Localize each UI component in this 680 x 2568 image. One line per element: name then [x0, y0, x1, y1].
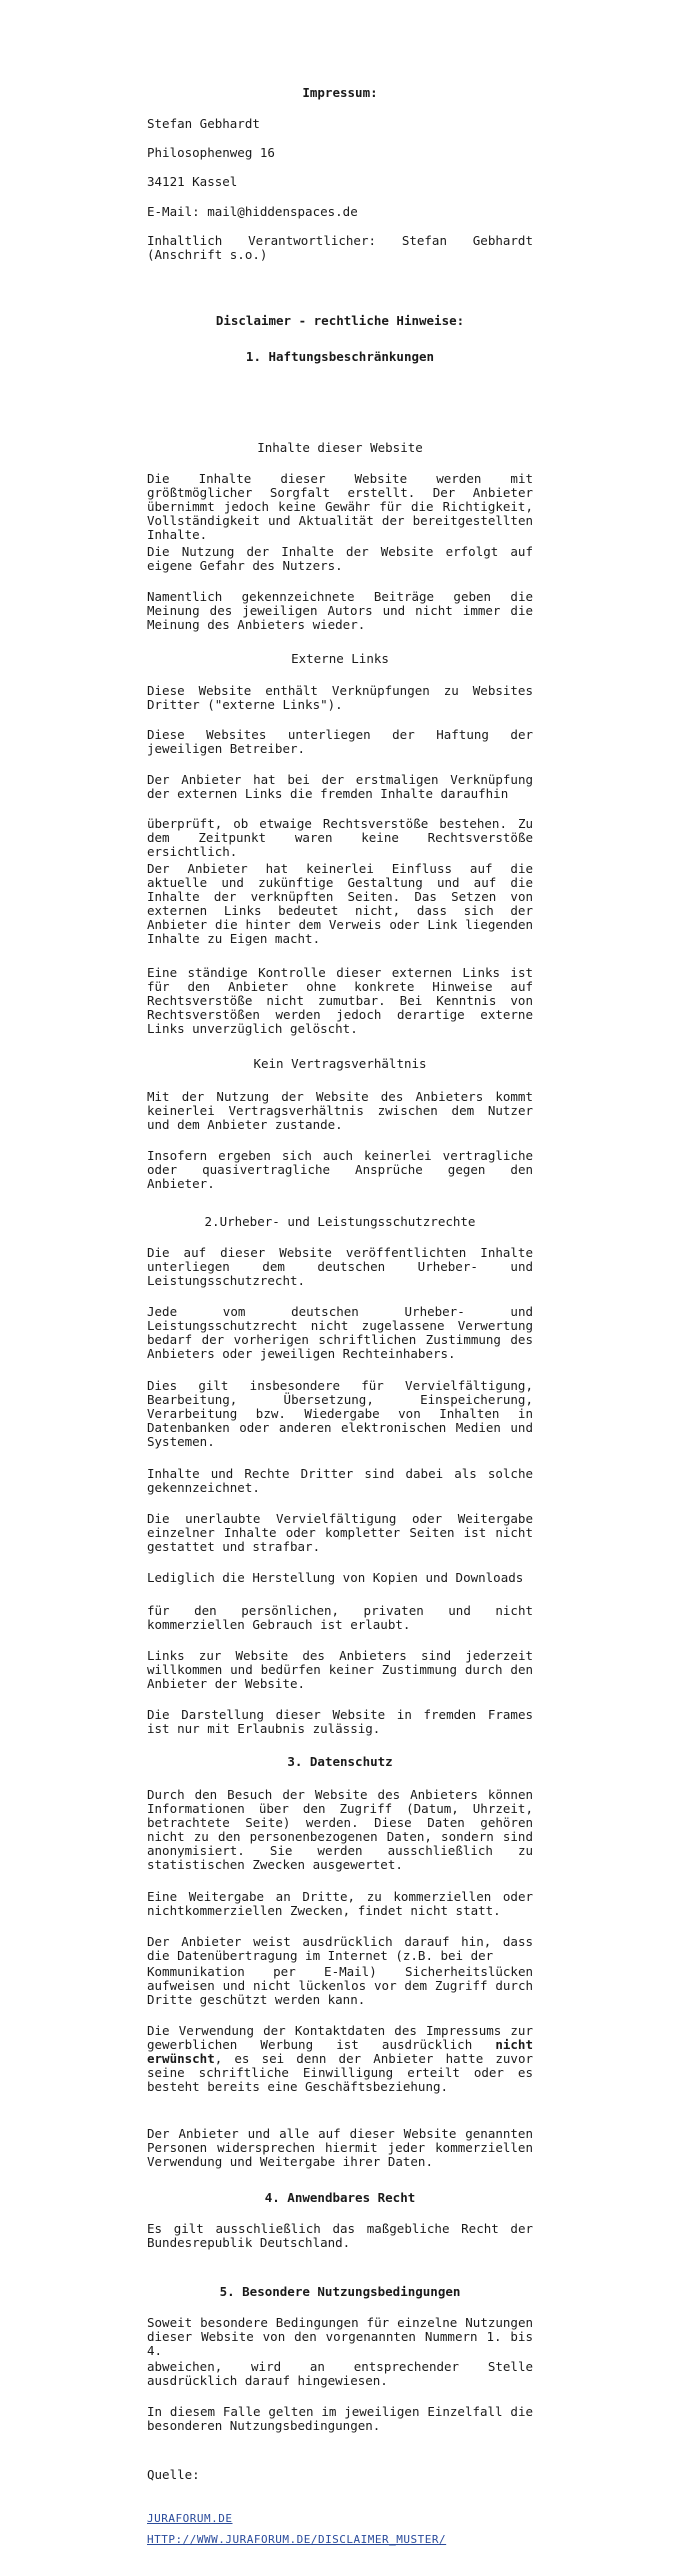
copyright-paragraph-1: Die auf dieser Website veröffentlichten Inhalte unterliegen dem deutschen Urheber- und Leistungsschutzrecht. [147, 1245, 533, 1288]
external-links-subheading: Externe Links [291, 651, 389, 666]
source-link-1-line [147, 2511, 533, 2526]
links-paragraph-6: Eine ständige Kontrolle dieser externen Links ist für den Anbieter ohne konkrete Hinweise auf Rechtsverstöße nicht zumutbar. Bei Kenntnis von Rechtsverstößen werden jedoch derartige externe Links unverzüglich gelöscht. [147, 965, 533, 1036]
links-paragraph-5: Der Anbieter hat keinerlei Einfluss auf die aktuelle und zukünftige Gestaltung und auf die Inhalte der verknüpften Seiten. Das Setzen von externen Links bedeutet nicht, dass sich der Anbieter die hinter dem Verweis oder Link liegenden Inhalte zu Eigen macht. [147, 861, 533, 946]
section-2-heading: 2.Urheber- und Leistungsschutzrechte [204, 1214, 476, 1229]
law-paragraph: Es gilt ausschließlich das maßgebliche Recht der Bundesrepublik Deutschland. [147, 2221, 533, 2250]
copyright-paragraph-2: Jede vom deutschen Urheber- und Leistungsschutzrecht nicht zugelassene Verwertung bedarf der vorherigen schriftlichen Zustimmung des Anbieters oder jeweiligen Rechteinhabers. [147, 1304, 533, 1361]
copyright-paragraph-6: Lediglich die Herstellung von Kopien und Downloads [147, 1570, 524, 1585]
content-paragraph-2: Die Nutzung der Inhalte der Website erfolgt auf eigene Gefahr des Nutzers. [147, 544, 533, 573]
terms-paragraph-1: Soweit besondere Bedingungen für einzelne Nutzungen dieser Website von den vorgenannten Nummern 1. bis 4. [147, 2315, 533, 2358]
copyright-paragraph-4: Inhalte und Rechte Dritter sind dabei als solche gekennzeichnet. [147, 1466, 533, 1495]
content-paragraph-3: Namentlich gekennzeichnete Beiträge geben die Meinung des jeweiligen Autors und nicht immer die Meinung des Anbieters wieder. [147, 589, 533, 632]
content-subheading: Inhalte dieser Website [257, 440, 423, 455]
contract-paragraph-2: Insofern ergeben sich auch keinerlei vertragliche oder quasivertragliche Ansprüche gegen den Anbieter. [147, 1148, 533, 1191]
privacy-paragraph-6: Der Anbieter und alle auf dieser Website genannten Personen widersprechen hiermit jeder kommerziellen Verwendung und Weitergabe ihrer Daten. [147, 2126, 533, 2169]
section-1-heading: 1. Haftungsbeschränkungen [245, 349, 435, 364]
impressum-title: Impressum: [302, 85, 378, 100]
owner-city: 34121 Kassel [147, 174, 238, 189]
content-paragraph-1: Die Inhalte dieser Website werden mit größtmöglicher Sorgfalt erstellt. Der Anbieter übernimmt jedoch keine Gewähr für die Richtigkeit, Vollständigkeit und Aktualität der bereitgestellten Inhalte. [147, 471, 533, 542]
links-paragraph-3: Der Anbieter hat bei der erstmaligen Verknüpfung der externen Links die fremden Inhalte daraufhin [147, 772, 533, 801]
section-3-heading: 3. Datenschutz [287, 1754, 393, 1769]
source-link-2-line [147, 2532, 533, 2547]
terms-paragraph-2: abweichen, wird an entsprechender Stelle ausdrücklich darauf hingewiesen. [147, 2359, 533, 2388]
privacy-paragraph-1: Durch den Besuch der Website des Anbieters können Informationen über den Zugriff (Datum, Uhrzeit, betrachtete Seite) werden. Diese Daten gehören nicht zu den personenbezogenen Daten, sondern sind anonymisiert. Sie werden ausschließlich zu statistischen Zwecken ausgewertet. [147, 1787, 533, 1872]
copyright-paragraph-7: für den persönlichen, privaten und nicht kommerziellen Gebrauch ist erlaubt. [147, 1603, 533, 1632]
section-4-heading: 4. Anwendbares Recht [264, 2190, 416, 2205]
section-5-heading: 5. Besondere Nutzungsbedingungen [219, 2284, 461, 2299]
disclaimer-title: Disclaimer - rechtliche Hinweise: [215, 313, 465, 328]
privacy-paragraph-2: Eine Weitergabe an Dritte, zu kommerziellen oder nichtkommerziellen Zwecken, findet nicht statt. [147, 1889, 533, 1918]
disclaimer-muster-link[interactable]: HTTP://WWW.JURAFORUM.DE/DISCLAIMER_MUSTER/ [147, 2533, 447, 2546]
privacy-paragraph-5-start: Die Verwendung der Kontaktdaten des Impressums zur gewerblichen Werbung ist ausdrücklich [147, 2023, 533, 2052]
copyright-paragraph-9: Die Darstellung dieser Website in fremden Frames ist nur mit Erlaubnis zulässig. [147, 1707, 533, 1736]
source-label: Quelle: [147, 2467, 200, 2482]
no-contract-subheading: Kein Vertragsverhältnis [253, 1056, 427, 1071]
terms-paragraph-3: In diesem Falle gelten im jeweiligen Einzelfall die besonderen Nutzungsbedingungen. [147, 2404, 533, 2433]
privacy-paragraph-5 [147, 2024, 533, 2094]
owner-street: Philosophenweg 16 [147, 145, 275, 160]
copyright-paragraph-3: Dies gilt insbesondere für Vervielfältigung, Bearbeitung, Übersetzung, Einspeicherung, Verarbeitung bzw. Wiedergabe von Inhalten in Datenbanken oder anderen elektronischen Medien und Systemen. [147, 1378, 533, 1449]
responsible-person: Inhaltlich Verantwortlicher: Stefan Gebhardt (Anschrift s.o.) [147, 233, 533, 262]
contract-paragraph-1: Mit der Nutzung der Website des Anbieters kommt keinerlei Vertragsverhältnis zwischen dem Nutzer und dem Anbieter zustande. [147, 1089, 533, 1132]
owner-name: Stefan Gebhardt [147, 116, 260, 131]
privacy-paragraph-4: Kommunikation per E-Mail) Sicherheitslücken aufweisen und nicht lückenlos vor dem Zugriff durch Dritte geschützt werden kann. [147, 1964, 533, 2007]
owner-email: E-Mail: mail@hiddenspaces.de [147, 204, 358, 219]
links-paragraph-4: überprüft, ob etwaige Rechtsverstöße bestehen. Zu dem Zeitpunkt waren keine Rechtsverstöße ersichtlich. [147, 816, 533, 859]
copyright-paragraph-5: Die unerlaubte Vervielfältigung oder Weitergabe einzelner Inhalte oder kompletter Seiten ist nicht gestattet und strafbar. [147, 1511, 533, 1554]
not-wanted-emphasis: nicht erwünscht [147, 2037, 533, 2066]
links-paragraph-1: Diese Website enthält Verknüpfungen zu Websites Dritter ("externe Links"). [147, 683, 533, 712]
copyright-paragraph-8: Links zur Website des Anbieters sind jederzeit willkommen und bedürfen keiner Zustimmung durch den Anbieter der Website. [147, 1648, 533, 1691]
privacy-paragraph-3: Der Anbieter weist ausdrücklich darauf hin, dass die Datenübertragung im Internet (z.B. bei der [147, 1934, 533, 1963]
links-paragraph-2: Diese Websites unterliegen der Haftung der jeweiligen Betreiber. [147, 727, 533, 756]
juraforum-link[interactable]: JURAFORUM.DE [147, 2512, 233, 2525]
privacy-paragraph-5-end: , es sei denn der Anbieter hatte zuvor seine schriftliche Einwilligung erteilt oder es besteht bereits eine Geschäftsbeziehung. [147, 2051, 533, 2094]
